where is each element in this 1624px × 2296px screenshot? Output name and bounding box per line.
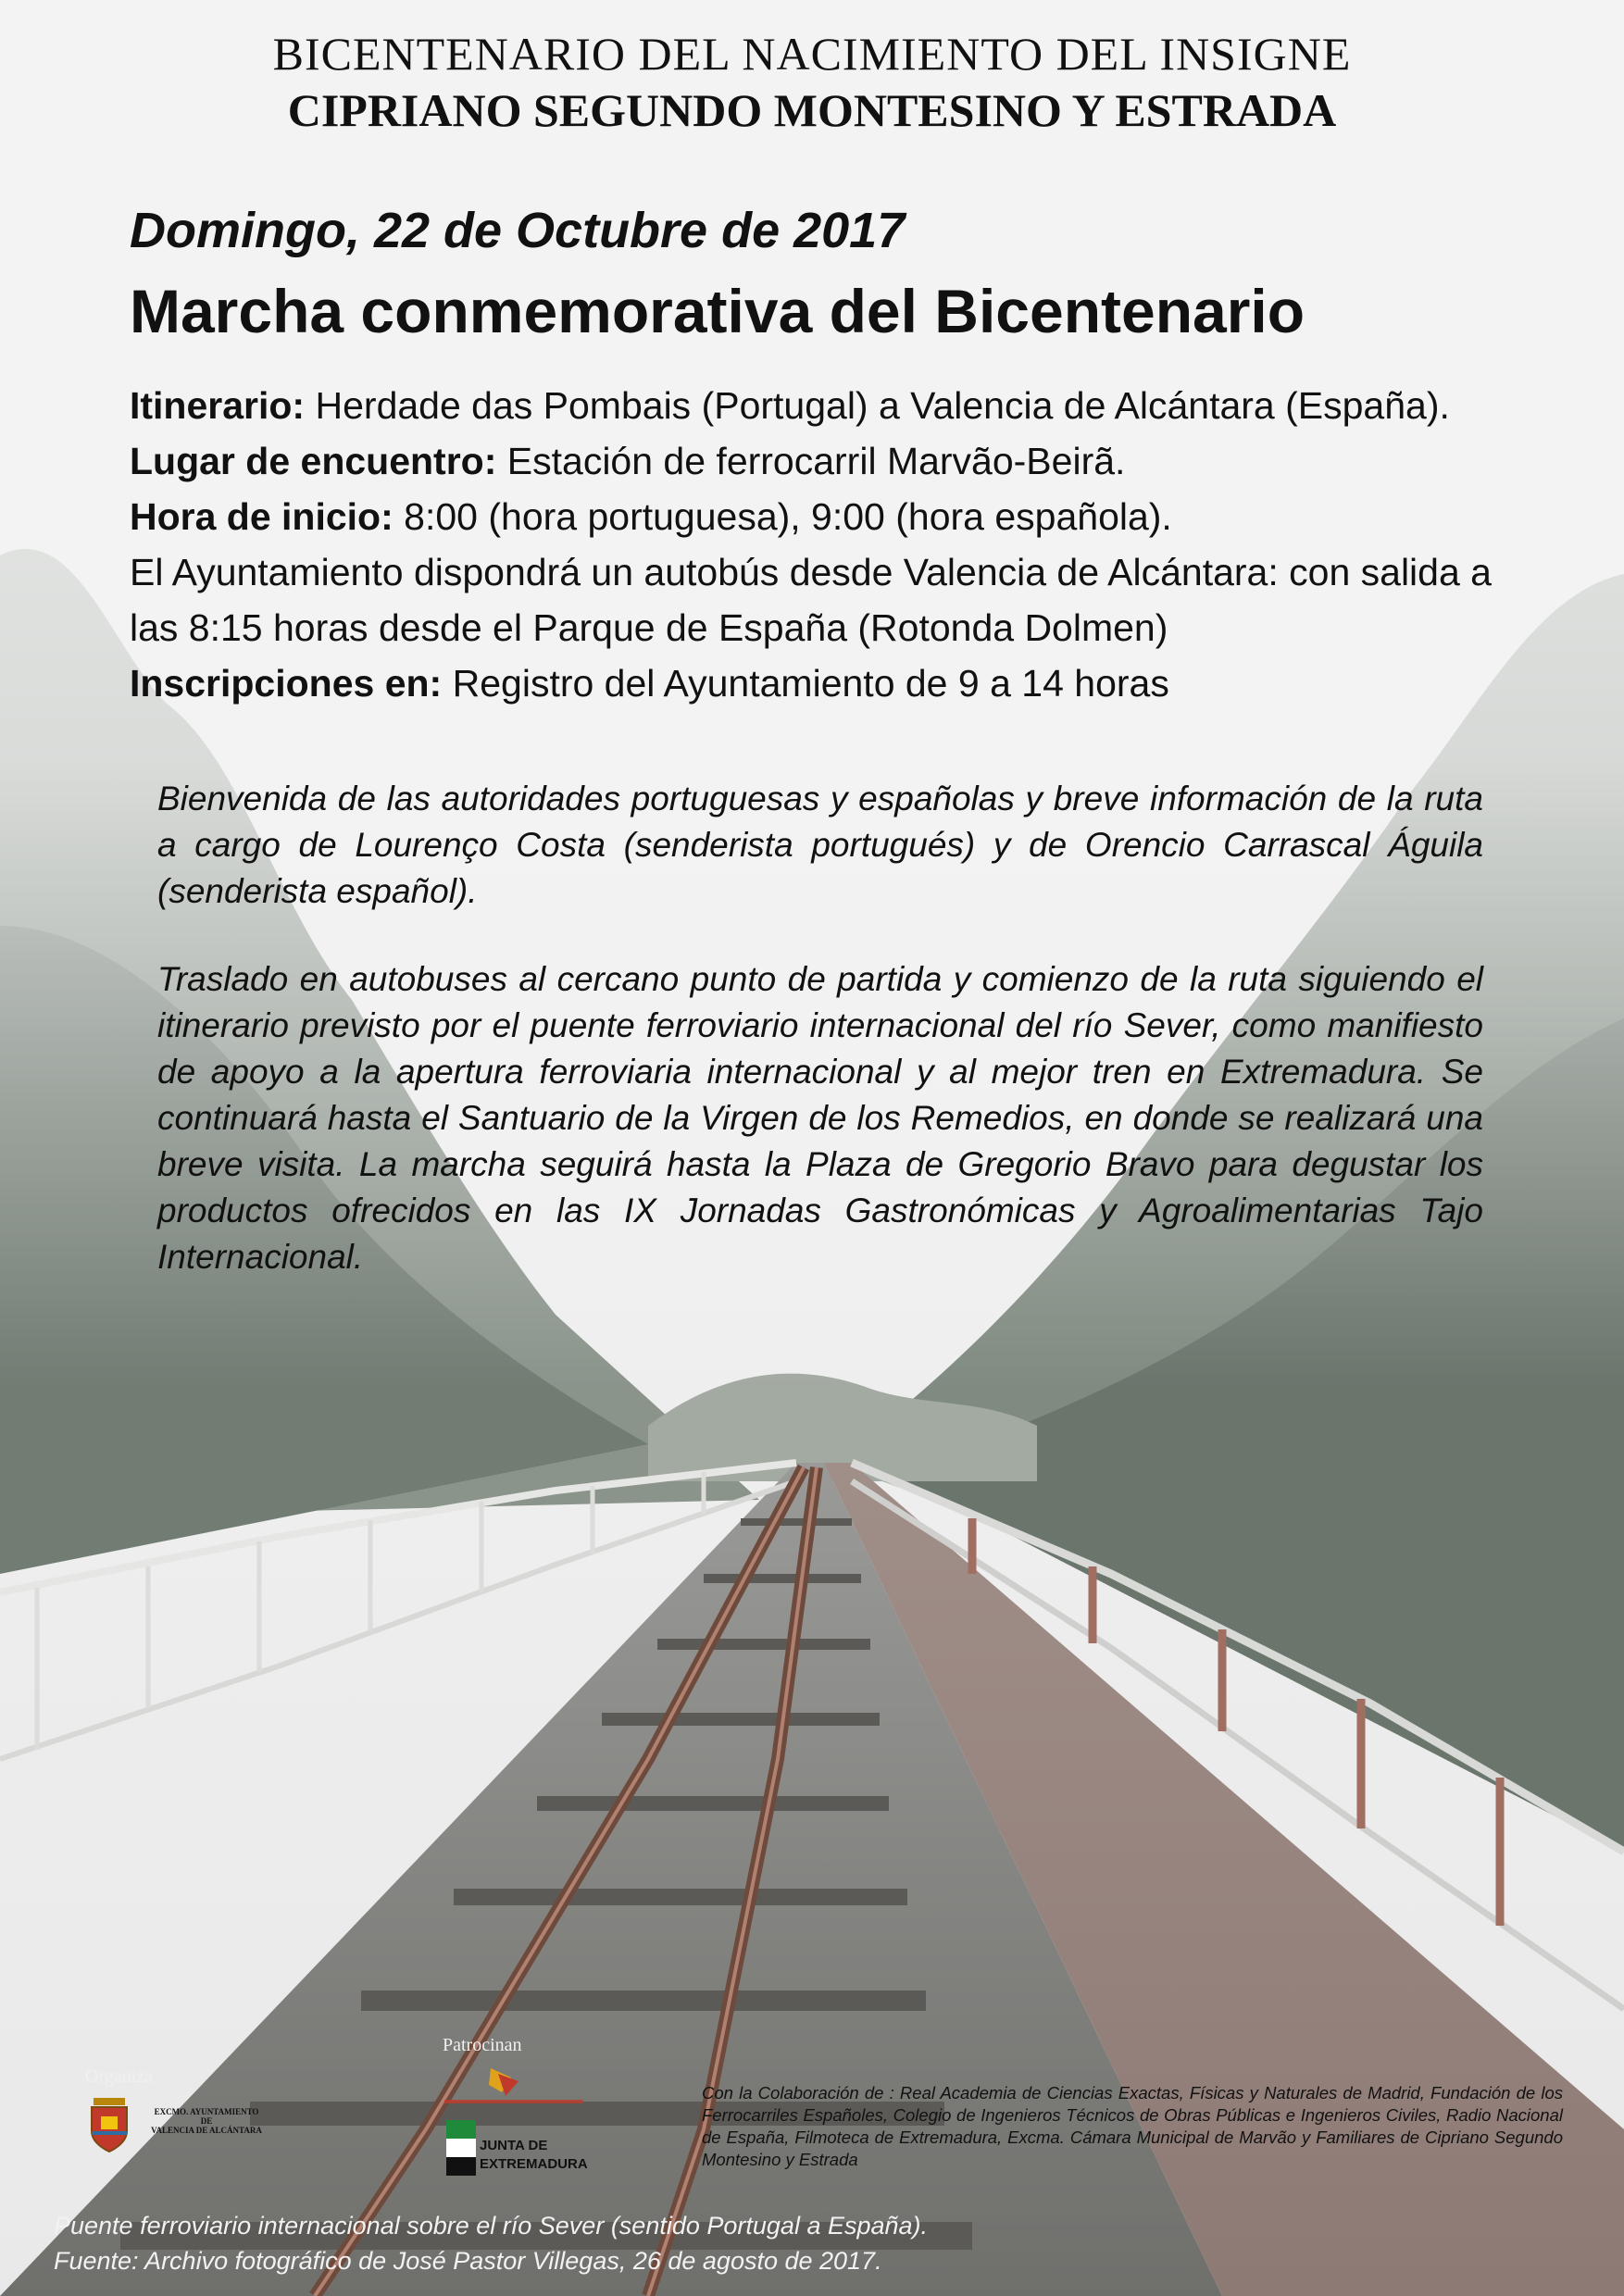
sponsor-emblem-icon: [444, 2065, 583, 2109]
start-label: Hora de inicio:: [130, 495, 394, 538]
start-value: 8:00 (hora portuguesa), 9:00 (hora española).: [404, 495, 1172, 538]
sponsor-logo-1: [444, 2065, 583, 2109]
itinerary-label: Itinerario:: [130, 384, 306, 427]
info-start-time: [130, 489, 1537, 544]
junta-line-1: JUNTA DE: [480, 2138, 548, 2153]
junta-name: [480, 2137, 588, 2174]
organizer-line-1: EXCMO. AYUNTAMIENTO: [154, 2107, 259, 2116]
description-paragraph-2: Traslado en autobuses al cercano punto de partida y comienzo de la ruta siguiendo el itinerario previsto por el puente ferroviario internacional del río Sever, como manifiesto de apoyo a la apertura ferroviaria internacional y al mejor tren en Extremadura. Se continuará hasta el Santuario de la Virgen de los Remedios, en donde se realizará una breve visita. La marcha seguirá hasta la Plaza de Gregorio Bravo para degustar los productos ofrecidos en las IX Jornadas Gastronómicas y Agroalimentarias Tajo Internacional.: [157, 960, 1483, 1276]
info-meeting-point: [130, 433, 1537, 489]
description-paragraph-1: Bienvenida de las autoridades portuguesas y españolas y breve información de la ruta a cargo de Lourenço Costa (senderista portugués) y de Orencio Carrascal Águila (senderista español).: [157, 780, 1483, 910]
organizer-line-2: DE: [200, 2116, 213, 2126]
organizer-logo: [88, 2094, 282, 2159]
organizer-line-3: VALENCIA DE ALCÁNTARA: [151, 2126, 262, 2135]
caption-line-1: Puente ferroviario internacional sobre el río Sever (sentido Portugal a España).: [54, 2212, 929, 2240]
coat-of-arms-icon: [88, 2094, 131, 2153]
junta-line-2: EXTREMADURA: [480, 2156, 588, 2172]
event-date: Domingo, 22 de Octubre de 2017: [130, 203, 906, 258]
meeting-label: Lugar de encuentro:: [130, 440, 497, 482]
organiza-label: Organiza: [85, 2066, 153, 2087]
info-itinerary: [130, 378, 1537, 433]
junta-flag-icon: [446, 2120, 476, 2177]
event-title: Marcha conmemorativa del Bicentenario: [130, 277, 1305, 345]
patrocinan-label: Patrocinan: [443, 2035, 522, 2055]
organizer-name: [142, 2107, 271, 2135]
photo-caption: [54, 2208, 928, 2278]
info-bus-line-2: las 8:15 horas desde el Parque de España (Rotonda Dolmen): [130, 606, 1168, 649]
event-info: [130, 378, 1537, 711]
registration-value: Registro del Ayuntamiento de 9 a 14 horas: [452, 662, 1169, 705]
info-bus-line-1: El Ayuntamiento dispondrá un autobús desde Valencia de Alcántara: con salida a: [130, 551, 1492, 593]
caption-line-2: Fuente: Archivo fotográfico de José Pastor Villegas, 26 de agosto de 2017.: [54, 2247, 882, 2275]
collaboration-credits: Con la Colaboración de : Real Academia de Ciencias Exactas, Físicas y Naturales de Madrid, Fundación de los Ferrocarriles Españoles, Colegio de Ingenieros Técnicos de Obras Públicas e Ingenieros Civiles, Radio Nacional de España, Filmoteca de Extremadura, Excma. Cámara Municipal de Marvão y Familiares de Cipriano Segundo Montesino y Estrada: [702, 2083, 1563, 2169]
info-registration: [130, 655, 1537, 711]
header-line-1: BICENTENARIO DEL NACIMIENTO DEL INSIGNE: [272, 28, 1352, 80]
registration-label: Inscripciones en:: [130, 662, 443, 705]
meeting-value: Estación de ferrocarril Marvão-Beirã.: [506, 440, 1126, 482]
sponsor-logo-junta: [446, 2120, 588, 2177]
header-line-2: CIPRIANO SEGUNDO MONTESINO Y ESTRADA: [287, 84, 1337, 136]
poster-header: [0, 26, 1624, 139]
itinerary-value: Herdade das Pombais (Portugal) a Valencia de Alcántara (España).: [315, 384, 1450, 427]
